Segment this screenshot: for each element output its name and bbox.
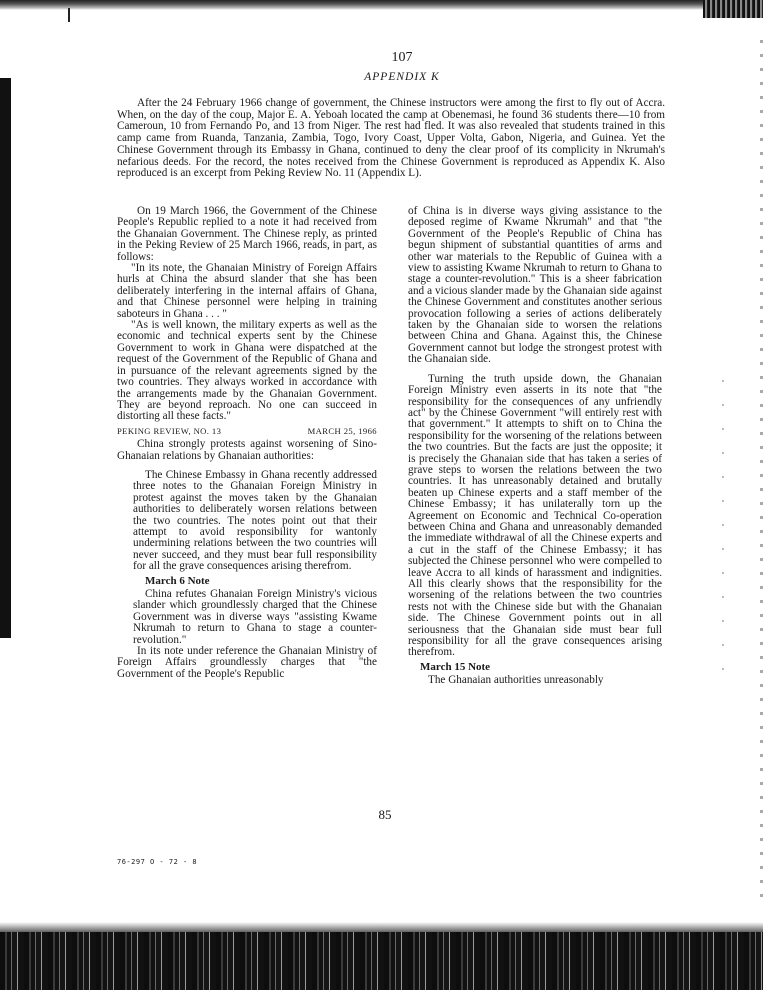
scan-top-mark [68, 8, 70, 22]
left-paragraph-embassy-notes: The Chinese Embassy in Ghana recently addressed three notes to the Ghanaian Foreign Ministry in protest against the moves taken by the Ghanaian authorities to deliberately worsen relations between the two countries. The notes point out that their attempt to avoid responsibility for wantonly undermining relations between the two countries will never succeed, and they must bear full responsibility for all the grave consequences arising therefrom. [133, 468, 377, 573]
right-paragraph-2: Turning the truth upside down, the Ghanaian Foreign Ministry even asserts in its note that "the responsibility for the consequences of any unfriendly act" by the Chinese Government "will entirely rest with that government." It attempts to shift on to China the responsibility for the worsening of the relations between the two countries. But the facts are just the opposite; it is precisely the Ghanaian side that has taken a series of grave steps to worsen the relations between the two countries. It has unreasonably detained and brutally beaten up Chinese experts and a staff member of the Chinese Embassy; it has unilaterally torn up the Agreement on Economic and Technical Co-operation between China and Ghana and unreasonably demanded the immediate withdrawal of all the Chinese experts and a cut in the staff of the Chinese Embassy; it has subjected the Chinese personnel who were compelled to leave Accra to all kinds of harassment and indignities. All this clearly shows that the responsibility for the worsening of the relations between the two countries rests not with the Chinese side but with the Ghanaian side. The Chinese Government points out in all seriousness that the Ghanaian side must bear full responsibility for all the grave consequences arising therefrom. [408, 372, 662, 659]
indented-block [133, 470, 377, 646]
appendix-title: APPENDIX K [364, 71, 440, 83]
heading-march-6-note: March 6 Note [145, 574, 210, 587]
heading-march-15-note: March 15 Note [420, 660, 491, 673]
left-column [117, 206, 377, 680]
left-quote-1: "In its note, the Ghanaian Ministry of Foreign Affairs hurls at China the absurd slander that she has been deliberately interfering in the internal affairs of Ghana, and that Chinese personnel were helping in training saboteurs in Ghana . . . " [117, 262, 377, 320]
print-code: 76-297 O - 72 - 8 [117, 858, 198, 866]
scan-left-binding-shadow [0, 78, 11, 638]
scan-right-margin-dots [722, 380, 724, 680]
source-publication: PEKING REVIEW, NO. 13 [117, 425, 222, 436]
left-quote-2: "As is well known, the military experts as well as the economic and technical experts sent by the Chinese Government to work in Ghana were dispatched at the request of the Government of the Republic of Ghana and in pursuance of the relevant agreements signed by the two countries. They always worked in accordance with the arrangements made by the Ghanaian Government. They are beyond reproach. No one can succeed in distorting all these facts." [117, 319, 377, 423]
intro-section [117, 98, 665, 180]
source-date: MARCH 25, 1966 [307, 425, 377, 436]
right-paragraph-3: The Ghanaian authorities unreasonably [428, 674, 604, 687]
scan-bottom-strip [0, 932, 763, 990]
left-paragraph-1: On 19 March 1966, the Government of the Chinese People's Republic replied to a note it had received from the Ghanaian Government. The Chinese reply, as printed in the Peking Review of 25 March 1966, reads, in part, as follows: [117, 205, 377, 263]
right-column [408, 206, 662, 687]
left-paragraph-under-reference: In its note under reference the Ghanaian Ministry of Foreign Affairs groundlessly charges that "the Government of the People's Republic [117, 645, 377, 680]
left-paragraph-protest: China strongly protests against worsening of Sino-Ghanaian relations by Ghanaian authorities: [117, 438, 377, 462]
scan-top-edge [0, 0, 763, 10]
left-paragraph-refutes: China refutes Ghanaian Foreign Ministry's vicious slander which groundlessly charged that the Chinese Government was in diverse ways "assisting Kwame Nkrumah to return to Ghana to stage a counter-revolution." [133, 588, 377, 646]
intro-paragraph: After the 24 February 1966 change of government, the Chinese instructors were among the first to fly out of Accra. When, on the day of the coup, Major E. A. Yeboah located the camp at Obenemasi, he found 36 students there—10 from Cameroun, 10 from Fernando Po, and 13 from Niger. The rest had fled. It was also revealed that students trained in this camp came from Ruanda, Tanzania, Zambia, Togo, Ivory Coast, Upper Volta, Gabon, Nigeria, and Guinea. Yet the Chinese Government through its Embassy in Ghana, continued to deny the clear proof of its complicity in Nkrumah's nefarious deeds. For the record, the notes received from the Chinese Government is reproduced as Appendix K. Also reproduced is an excerpt from Peking Review No. 11 (Appendix L). [117, 97, 665, 180]
page-number: 107 [391, 50, 413, 65]
right-paragraph-1: of China is in diverse ways giving assistance to the deposed regime of Kwame Nkrumah" and that "the Government of the People's Republic of China has begun shipment of substantial quantities of arms and other war materials to the Republic of Guinea with a view to assisting Kwame Nkrumah to return to Ghana to stage a counter-revolution." This is a sheer fabrication and a vicious slander made by the Ghanaian side against the Chinese Government and constitutes another serious provocation following a series of actions deliberately taken by the Ghanaian side to worsen the relations between China and Ghana. Against this, the Chinese Government cannot but lodge the strongest protest with the Ghanaian side. [408, 205, 662, 366]
folio-number: 85 [378, 807, 392, 822]
scan-corner-mark [703, 0, 763, 18]
source-line [117, 426, 377, 437]
